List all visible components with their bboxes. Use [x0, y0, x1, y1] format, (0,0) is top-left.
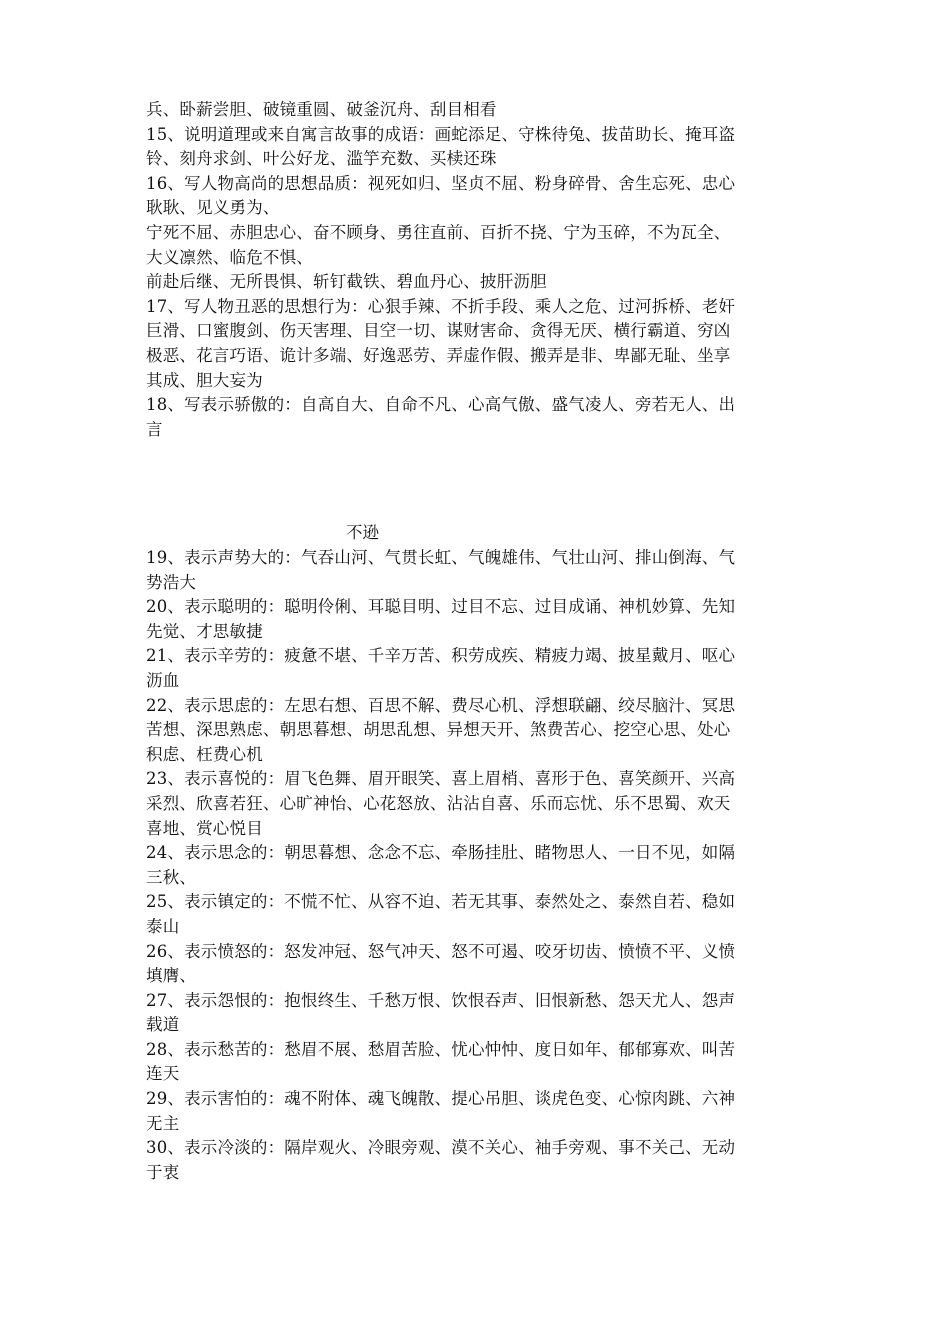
text-line: 苦想、深思熟虑、朝思暮想、胡思乱想、异想天开、煞费苦心、挖空心思、处心: [146, 720, 731, 740]
text-line: 30、表示冷淡的：隔岸观火、冷眼旁观、漠不关心、袖手旁观、事不关己、无动: [146, 1138, 736, 1158]
text-line: 无主: [146, 1113, 180, 1133]
text-line: 采烈、欣喜若狂、心旷神怡、心花怒放、沾沾自喜、乐而忘忧、乐不思蜀、欢天: [146, 793, 731, 813]
text-line: 26、表示愤怒的：怒发冲冠、怒气冲天、怒不可遏、咬牙切齿、愤愤不平、义愤: [146, 941, 736, 961]
text-line: 15、说明道理或来自寓言故事的成语：画蛇添足、守株待兔、拔苗助长、掩耳盗: [146, 124, 736, 144]
text-line: 三秋、: [146, 867, 197, 887]
text-line: 22、表示思虑的：左思右想、百思不解、费尽心机、浮想联翩、绞尽脑汁、冥思: [146, 695, 736, 715]
text-line: 载道: [146, 1015, 180, 1035]
text-line: 势浩大: [146, 572, 197, 592]
bottom-text-block: [146, 546, 818, 1185]
text-line: 填膺、: [146, 966, 197, 986]
text-line: 25、表示镇定的：不慌不忙、从容不迫、若无其事、泰然处之、泰然自若、稳如: [146, 892, 736, 912]
text-line: 极恶、花言巧语、诡计多端、好逸恶劳、弄虚作假、搬弄是非、卑鄙无耻、坐享: [146, 345, 731, 365]
text-line: 16、写人物高尚的思想品质：视死如归、坚贞不屈、粉身碎骨、舍生忘死、忠心: [146, 173, 736, 193]
text-line: 先觉、才思敏捷: [146, 621, 263, 641]
text-line: 铃、刻舟求剑、叶公好龙、滥竽充数、买椟还珠: [146, 149, 497, 169]
text-line: 连天: [146, 1064, 180, 1084]
text-line: 巨滑、口蜜腹剑、伤天害理、目空一切、谋财害命、贪得无厌、横行霸道、穷凶: [146, 321, 731, 341]
text-line: 27、表示怨恨的：抱恨终生、千愁万恨、饮恨吞声、旧恨新愁、怨天尤人、怨声: [146, 990, 736, 1010]
centered-text: 不逊: [346, 523, 379, 542]
text-line: 耿耿、见义勇为、: [146, 198, 280, 218]
text-line: 23、表示喜悦的：眉飞色舞、眉开眼笑、喜上眉梢、喜形于色、喜笑颜开、兴高: [146, 769, 736, 789]
text-line: 18、写表示骄傲的：自高自大、自命不凡、心高气傲、盛气凌人、旁若无人、出: [146, 395, 736, 415]
text-line: 沥血: [146, 670, 180, 690]
text-line: 20、表示聪明的：聪明伶俐、耳聪目明、过目不忘、过目成诵、神机妙算、先知: [146, 597, 736, 617]
text-line: 其成、胆大妄为: [146, 370, 263, 390]
text-line: 于衷: [146, 1162, 180, 1182]
text-line: 积虑、枉费心机: [146, 744, 263, 764]
top-text-block: [146, 98, 818, 442]
text-line: 大义凛然、临危不惧、: [146, 247, 313, 267]
text-line: 兵、卧薪尝胆、破镜重圆、破釜沉舟、刮目相看: [146, 100, 497, 119]
text-line: 17、写人物丑恶的思想行为：心狠手辣、不折手段、乘人之危、过河拆桥、老奸: [146, 296, 736, 316]
text-line: 言: [146, 419, 163, 439]
text-line: 28、表示愁苦的：愁眉不展、愁眉苦脸、忧心忡忡、度日如年、郁郁寡欢、叫苦: [146, 1039, 736, 1059]
text-line: 24、表示思念的：朝思暮想、念念不忘、牵肠挂肚、睹物思人、一日不见，如隔: [146, 843, 736, 863]
text-line: 19、表示声势大的：气吞山河、气贯长虹、气魄雄伟、气壮山河、排山倒海、气: [146, 548, 736, 567]
text-line: 宁死不屈、赤胆忠心、奋不顾身、勇往直前、百折不挠、宁为玉碎，不为瓦全、: [146, 222, 731, 242]
text-line: 泰山: [146, 916, 180, 936]
text-line: 前赴后继、无所畏惧、斩钉截铁、碧血丹心、披肝沥胆: [146, 272, 547, 292]
text-line: 喜地、赏心悦目: [146, 818, 263, 838]
text-line: 29、表示害怕的：魂不附体、魂飞魄散、提心吊胆、谈虎色变、心惊肉跳、六神: [146, 1089, 736, 1109]
text-line: 21、表示辛劳的：疲惫不堪、千辛万苦、积劳成疾、精疲力竭、披星戴月、呕心: [146, 646, 736, 666]
